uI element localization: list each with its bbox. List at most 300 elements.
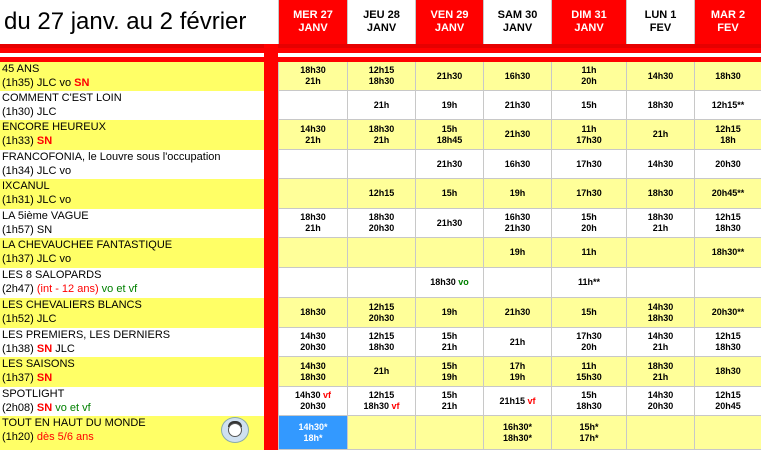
- showtime: 16h30: [504, 158, 531, 169]
- showtime-cell: [278, 209, 347, 238]
- showtime: 12h15: [715, 123, 741, 134]
- showtime: 18h30: [300, 307, 326, 317]
- film-detail-text: (1h37): [2, 372, 37, 384]
- film-detail-text: (1h35) JLC vo: [2, 77, 75, 89]
- showtime-cell: [694, 209, 761, 238]
- film-title: TOUT EN HAUT DU MONDE: [2, 417, 146, 429]
- showtime-cell: [278, 328, 347, 357]
- showtime: 21h: [509, 336, 526, 347]
- showtime-cell: [551, 209, 626, 238]
- showtime-cell: [483, 209, 551, 238]
- showtime-cell: [551, 179, 626, 209]
- showtime: 21h30: [436, 217, 463, 228]
- film-detail-text: (1h34) JLC vo: [2, 165, 72, 177]
- film-detail-text: (1h30) JLC: [2, 106, 57, 118]
- film-details: [2, 371, 264, 385]
- showtime-cell: [278, 91, 347, 120]
- showtime: 20h30: [300, 401, 326, 411]
- showtime-cell: [551, 150, 626, 179]
- showtime: 18h45: [436, 134, 463, 145]
- film-detail-text: JLC: [52, 343, 75, 355]
- showtime-cell: [415, 238, 483, 268]
- showtime: 16h30: [504, 212, 531, 222]
- film-details: [2, 312, 264, 326]
- month-label: FEV: [717, 22, 739, 34]
- day-label: DIM 31: [571, 9, 607, 21]
- mascot-face: [228, 423, 242, 437]
- film-info: [0, 298, 264, 328]
- showtime: 21h: [373, 99, 390, 110]
- showtime-cell: [694, 91, 761, 120]
- showtime: 19h: [441, 371, 458, 382]
- showtime-cell: [551, 387, 626, 416]
- film-detail-text: SN: [36, 402, 53, 414]
- showtime: 15h: [581, 99, 597, 110]
- showtime: 18h*: [303, 432, 323, 443]
- showtime: 15h: [581, 212, 597, 222]
- showtime: 14h30 vf: [294, 390, 332, 400]
- showtime-cell: [415, 209, 483, 238]
- day-label: VEN 29: [430, 9, 469, 21]
- showtime-cell: [626, 298, 694, 328]
- film-detail-text: (1h31) JLC vo: [2, 194, 72, 206]
- showtime-cell: [415, 416, 483, 450]
- day-label: JEU 28: [363, 9, 400, 21]
- showtime-cell: [483, 62, 551, 91]
- showtime: 20h: [581, 342, 597, 352]
- film-mascot-icon: [221, 417, 249, 443]
- showtime: 18h30: [715, 342, 741, 352]
- showtime: 11h**: [577, 277, 601, 287]
- film-detail-text: vo et vf: [52, 402, 91, 414]
- showtime: 18h30: [368, 123, 395, 134]
- film-details: [2, 252, 264, 266]
- film-row: [0, 357, 761, 387]
- showtime: 19h: [441, 99, 458, 110]
- showtime-cell: [626, 120, 694, 150]
- film-title: LA CHEVAUCHEE FANTASTIQUE: [2, 239, 173, 251]
- film-details: [2, 223, 264, 237]
- film-detail-text: (1h57) SN: [2, 224, 53, 236]
- showtime: 19h: [509, 188, 526, 198]
- showtime: 17h*: [579, 432, 599, 443]
- showtime: 15h: [441, 188, 458, 198]
- film-title: LES 8 SALOPARDS: [2, 269, 102, 281]
- showtime: 21h: [305, 76, 321, 86]
- film-row: [0, 209, 761, 238]
- film-title: LES SAISONS: [2, 358, 75, 370]
- showtime: 21h30: [504, 307, 531, 317]
- showtime-cell: [483, 238, 551, 268]
- version-tag: vf: [323, 390, 332, 400]
- film-row: [0, 238, 761, 268]
- showtime: 15h30: [576, 371, 602, 382]
- showtime-cell: [551, 416, 626, 450]
- showtime-cell: [415, 150, 483, 179]
- month-label: JANV: [298, 22, 328, 34]
- showtime-cell: [278, 416, 347, 450]
- showtime: 14h30*: [298, 421, 328, 432]
- showtime: 18h30: [368, 342, 395, 352]
- film-row: [0, 268, 761, 298]
- showtime: 21h: [441, 401, 458, 411]
- showtime-cell: [694, 179, 761, 209]
- version-tag: vo: [458, 277, 469, 287]
- film-title: IXCANUL: [2, 180, 50, 192]
- showtime: 21h30: [504, 99, 531, 110]
- showtime: 12h15**: [711, 99, 745, 110]
- showtime: 21h15 vf: [499, 395, 536, 406]
- showtime-cell: [415, 357, 483, 387]
- showtime: 16h30*: [502, 421, 533, 432]
- showtime-cell: [347, 120, 415, 150]
- showtime-cell: [694, 416, 761, 450]
- film-info: [0, 328, 264, 357]
- showtime: 12h15: [368, 301, 395, 312]
- showtime: 21h30: [504, 129, 531, 139]
- film-info: [0, 150, 264, 179]
- showtime: 12h15: [368, 65, 395, 75]
- showtime: 18h30**: [711, 247, 745, 257]
- showtime: 18h30: [368, 212, 395, 222]
- showtime-cell: [347, 150, 415, 179]
- showtime: 21h: [305, 223, 321, 233]
- showtime: 15h: [441, 390, 458, 400]
- showtime: 19h: [441, 307, 458, 317]
- showtime: 18h30: [300, 212, 326, 222]
- showtime-cell: [694, 298, 761, 328]
- showtime: 19h: [509, 247, 526, 257]
- film-title: COMMENT C'EST LOIN: [2, 92, 122, 104]
- day-label: LUN 1: [644, 9, 677, 21]
- showtime-cell: [415, 91, 483, 120]
- showtime-cell: [278, 298, 347, 328]
- film-info: [0, 209, 264, 238]
- separator-top: [0, 44, 761, 48]
- day-header: [694, 0, 761, 44]
- showtime-cell: [483, 357, 551, 387]
- day-label: MER 27: [293, 9, 333, 21]
- showtime-cell: [415, 387, 483, 416]
- showtime-cell: [694, 62, 761, 91]
- film-title: SPOTLIGHT: [2, 388, 65, 400]
- showtime: 20h30: [368, 312, 395, 323]
- showtime-cell: [347, 91, 415, 120]
- film-details: [2, 282, 264, 296]
- showtime: 21h: [652, 342, 669, 352]
- showtime: 14h30: [647, 70, 674, 81]
- showtime: 14h30: [300, 123, 326, 134]
- showtime-cell: [278, 387, 347, 416]
- film-row: [0, 328, 761, 357]
- showtime: 12h15: [368, 390, 395, 400]
- showtime: 21h: [652, 223, 669, 233]
- showtime-cell: [694, 328, 761, 357]
- showtime: 21h: [441, 342, 458, 352]
- showtime-cell: [626, 91, 694, 120]
- film-info: [0, 91, 264, 120]
- showtime: 21h: [305, 134, 321, 145]
- separator-stripe: [0, 53, 761, 57]
- film-info: [0, 179, 264, 209]
- showtime-cell: [347, 62, 415, 91]
- showtime: 20h45**: [711, 188, 745, 198]
- film-row: [0, 62, 761, 91]
- showtime: 12h15: [715, 212, 741, 222]
- showtime-cell: [694, 150, 761, 179]
- showtime: 15h*: [579, 421, 599, 432]
- showtime: 12h15: [368, 188, 395, 198]
- showtime: 17h: [509, 360, 526, 371]
- showtime-cell: [415, 179, 483, 209]
- film-row: [0, 416, 761, 450]
- showtime-cell: [347, 416, 415, 450]
- showtime: 15h: [581, 307, 597, 317]
- showtime-cell: [347, 179, 415, 209]
- film-detail-text: SN: [36, 372, 53, 384]
- showtime: 11h: [581, 123, 597, 134]
- showtime-cell: [551, 298, 626, 328]
- column-separator: [264, 44, 278, 450]
- showtime: 21h: [373, 134, 390, 145]
- showtime-cell: [626, 209, 694, 238]
- showtime: 15h: [441, 123, 458, 134]
- showtime: 20h: [581, 223, 597, 233]
- showtime: 14h30: [300, 360, 326, 371]
- day-header: [626, 0, 694, 44]
- showtime: 14h30: [647, 301, 674, 312]
- version-tag: vf: [527, 395, 536, 406]
- showtime: 16h30: [504, 70, 531, 81]
- showtime: 21h: [652, 371, 669, 382]
- showtime-cell: [551, 238, 626, 268]
- film-row: [0, 120, 761, 150]
- film-details: [2, 134, 264, 148]
- showtime-cell: [347, 298, 415, 328]
- showtime: 11h: [581, 65, 597, 75]
- film-row: [0, 150, 761, 179]
- showtime-cell: [415, 268, 483, 298]
- showtime: 20h30: [368, 223, 395, 233]
- film-row: [0, 298, 761, 328]
- showtime: 21h30: [436, 158, 463, 169]
- showtime-cell: [415, 328, 483, 357]
- showtime: 20h45: [715, 401, 741, 411]
- showtime: 15h: [441, 360, 458, 371]
- showtime-cell: [347, 209, 415, 238]
- showtime-cell: [483, 328, 551, 357]
- showtime-cell: [551, 62, 626, 91]
- film-details: [2, 105, 264, 119]
- showtime-cell: [347, 387, 415, 416]
- showtime-cell: [626, 328, 694, 357]
- showtime-cell: [694, 120, 761, 150]
- film-title: FRANCOFONIA, le Louvre sous l'occupation: [2, 151, 221, 163]
- header-separator: [0, 44, 761, 62]
- showtime: 18h30: [300, 371, 326, 382]
- showtime-cell: [483, 91, 551, 120]
- showtime: 17h30: [576, 188, 602, 198]
- showtime-cell: [551, 357, 626, 387]
- showtime-cell: [694, 238, 761, 268]
- showtime-cell: [483, 179, 551, 209]
- day-header: [415, 0, 483, 44]
- showtime-cell: [626, 387, 694, 416]
- showtime-cell: [551, 328, 626, 357]
- showtime-cell: [278, 150, 347, 179]
- film-row: [0, 387, 761, 416]
- showtime: 18h30 vo: [430, 277, 469, 287]
- month-label: FEV: [649, 22, 672, 34]
- showtime: 18h30: [368, 76, 395, 86]
- showtime: 14h30: [647, 158, 674, 169]
- showtime-cell: [347, 357, 415, 387]
- showtime-cell: [278, 357, 347, 387]
- film-row: [0, 179, 761, 209]
- film-detail-text: (1h37) JLC vo: [2, 253, 72, 265]
- film-title: LES PREMIERS, LES DERNIERS: [2, 329, 171, 341]
- showtime: 17h30: [576, 134, 602, 145]
- showtime-cell: [626, 62, 694, 91]
- page-title: du 27 janv. au 2 février: [0, 0, 264, 44]
- film-detail-text: (1h52) JLC: [2, 313, 57, 325]
- day-label: MAR 2: [710, 9, 746, 21]
- day-header: [347, 0, 415, 44]
- showtime: 11h: [581, 247, 597, 257]
- film-details: [2, 164, 264, 178]
- showtime: 12h15: [715, 331, 741, 341]
- showtime: 18h30 vf: [363, 401, 400, 411]
- showtime-cell: [626, 357, 694, 387]
- showtime: 14h30: [647, 390, 674, 400]
- film-details: [2, 401, 264, 415]
- showtime: 17h30: [576, 158, 602, 169]
- film-detail-text: dès 5/6 ans: [36, 431, 94, 443]
- showtime-cell: [278, 120, 347, 150]
- showtime: 18h30: [647, 188, 674, 198]
- showtime-cell: [551, 268, 626, 298]
- showtime: 20h: [581, 76, 597, 86]
- film-row: [0, 91, 761, 120]
- showtime-cell: [626, 150, 694, 179]
- showtime-cell: [626, 416, 694, 450]
- film-info: [0, 120, 264, 150]
- showtime-cell: [415, 62, 483, 91]
- film-detail-text: SN: [36, 343, 53, 355]
- showtime: 17h30: [576, 331, 602, 341]
- showtime: 21h: [373, 366, 390, 376]
- showtime: 21h: [652, 129, 669, 139]
- showtime-cell: [278, 62, 347, 91]
- showtime-cell: [415, 120, 483, 150]
- day-header: [483, 0, 551, 44]
- showtime-cell: [626, 238, 694, 268]
- showtime: 21h30: [504, 223, 531, 233]
- showtime-cell: [278, 179, 347, 209]
- film-details: [2, 342, 264, 356]
- showtime: 18h30: [300, 65, 326, 75]
- showtime: 18h30: [647, 212, 674, 222]
- showtime: 14h30: [647, 331, 674, 341]
- showtime: 15h: [441, 331, 458, 341]
- day-header: [278, 0, 347, 44]
- showtime: 15h: [581, 390, 597, 400]
- film-info: [0, 62, 264, 91]
- film-info: [0, 268, 264, 298]
- showtime-cell: [551, 91, 626, 120]
- film-info: [0, 357, 264, 387]
- showtime: 18h30: [715, 70, 741, 81]
- showtime: 18h30: [576, 401, 602, 411]
- version-tag: vf: [391, 401, 400, 411]
- showtime: 18h30: [715, 223, 741, 233]
- month-label: JANV: [502, 22, 533, 34]
- film-title: ENCORE HEUREUX: [2, 121, 106, 133]
- month-label: JANV: [434, 22, 465, 34]
- showtime: 18h30: [647, 99, 674, 110]
- showtime: 20h30**: [711, 307, 745, 317]
- month-label: JANV: [574, 22, 604, 34]
- showtime: 20h30: [300, 342, 326, 352]
- showtime: 21h30: [436, 70, 463, 81]
- showtime: 20h30: [715, 158, 741, 169]
- film-title: LES CHEVALIERS BLANCS: [2, 299, 142, 311]
- day-label: SAM 30: [497, 9, 538, 21]
- film-detail-text: (2h08): [2, 402, 37, 414]
- film-details: [2, 76, 264, 90]
- showtime-cell: [551, 120, 626, 150]
- showtime-cell: [278, 268, 347, 298]
- showtime: 12h15: [715, 390, 741, 400]
- showtime-cell: [347, 328, 415, 357]
- showtime-cell: [626, 268, 694, 298]
- showtime-cell: [278, 238, 347, 268]
- showtime: 12h15: [368, 331, 395, 341]
- film-title: LA 5ième VAGUE: [2, 210, 89, 222]
- showtime-cell: [483, 387, 551, 416]
- film-title: 45 ANS: [2, 63, 40, 75]
- film-detail-text: (1h20): [2, 431, 37, 443]
- showtime: 20h30: [647, 401, 674, 411]
- film-info: [0, 238, 264, 268]
- showtime-cell: [483, 298, 551, 328]
- month-label: JANV: [366, 22, 397, 34]
- film-detail-text: SN: [36, 135, 53, 147]
- showtime-cell: [694, 387, 761, 416]
- showtime: 18h: [720, 134, 736, 145]
- showtime: 18h30: [647, 312, 674, 323]
- film-detail-text: (2h47): [2, 283, 37, 295]
- showtime: 19h: [509, 371, 526, 382]
- showtime-cell: [483, 416, 551, 450]
- showtime-cell: [483, 120, 551, 150]
- film-detail-text: SN: [74, 77, 90, 89]
- film-details: [2, 193, 264, 207]
- showtime: 18h30: [647, 360, 674, 371]
- showtime-cell: [483, 268, 551, 298]
- day-header: [551, 0, 626, 44]
- showtime: 18h30: [715, 366, 741, 376]
- film-detail-text: (1h33): [2, 135, 37, 147]
- showtime: 14h30: [300, 331, 326, 341]
- film-detail-text: (1h38): [2, 343, 37, 355]
- showtime-cell: [347, 238, 415, 268]
- film-detail-text: vo et vf: [98, 283, 138, 295]
- showtime-cell: [483, 150, 551, 179]
- showtime: 11h: [581, 360, 597, 371]
- film-info: [0, 387, 264, 416]
- showtime-cell: [626, 179, 694, 209]
